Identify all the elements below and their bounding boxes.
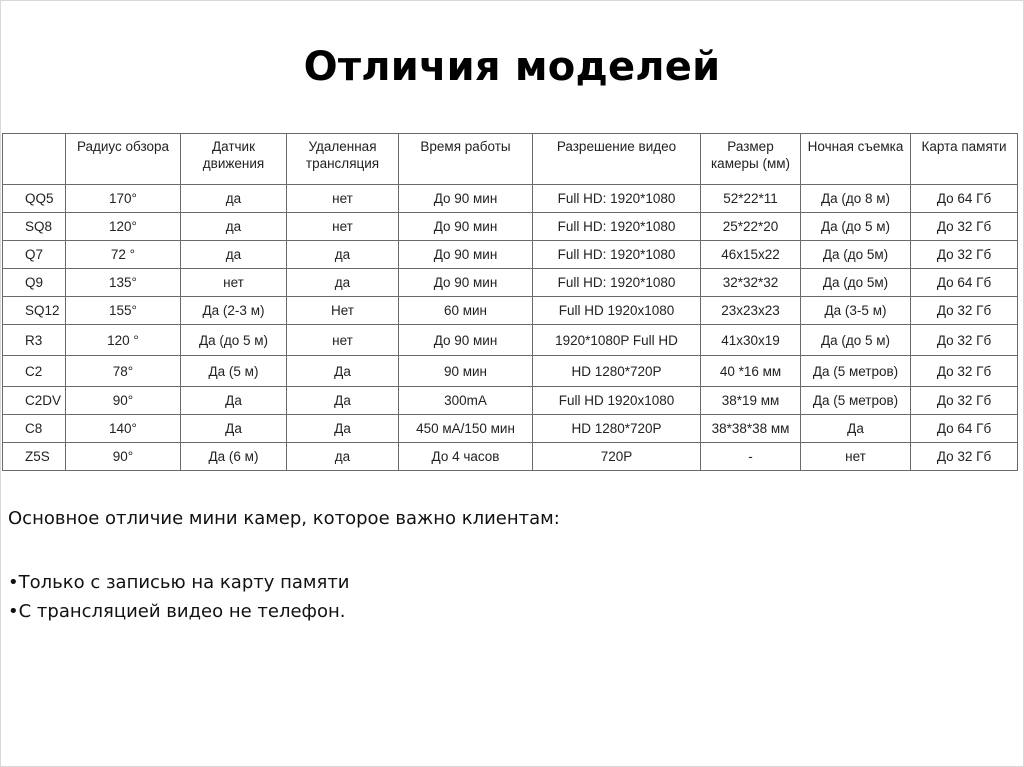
cell-run-time: 90 мин [399,356,533,387]
cell-motion-sensor: Да (до 5 м) [181,325,287,356]
table-row [3,325,1018,356]
cell-run-time: До 90 мин [399,213,533,241]
cell-model: Q9 [3,269,66,297]
table-row [3,387,1018,415]
cell-run-time: До 90 мин [399,269,533,297]
cell-camera-size: 40 *16 мм [701,356,801,387]
bullet-list [8,568,350,626]
cell-motion-sensor: Да (2-3 м) [181,297,287,325]
cell-view-radius: 72 ° [66,241,181,269]
cell-camera-size: 32*32*32 [701,269,801,297]
cell-video-resolution: 720P [533,443,701,471]
cell-view-radius: 120° [66,213,181,241]
cell-model: Q7 [3,241,66,269]
cell-motion-sensor: Да (5 м) [181,356,287,387]
cell-memory-card: До 64 Гб [911,269,1018,297]
cell-night-shooting: Да (5 метров) [801,387,911,415]
table-row [3,415,1018,443]
cell-motion-sensor: Да [181,387,287,415]
cell-video-resolution: HD 1280*720P [533,415,701,443]
cell-remote-stream: Да [287,356,399,387]
table-row [3,269,1018,297]
cell-model: Z5S [3,443,66,471]
cell-motion-sensor: да [181,185,287,213]
cell-motion-sensor: Да [181,415,287,443]
cell-remote-stream: да [287,443,399,471]
cell-camera-size: 41x30x19 [701,325,801,356]
cell-memory-card: До 32 Гб [911,325,1018,356]
cell-memory-card: До 32 Гб [911,387,1018,415]
cell-view-radius: 78° [66,356,181,387]
cell-video-resolution: Full HD: 1920*1080 [533,241,701,269]
cell-remote-stream: Да [287,415,399,443]
cell-run-time: До 90 мин [399,241,533,269]
cell-motion-sensor: да [181,213,287,241]
cell-night-shooting: нет [801,443,911,471]
models-comparison-table [2,133,1018,471]
table-row [3,356,1018,387]
cell-memory-card: До 32 Гб [911,443,1018,471]
cell-camera-size: 25*22*20 [701,213,801,241]
cell-camera-size: 38*38*38 мм [701,415,801,443]
cell-remote-stream: да [287,269,399,297]
cell-run-time: 450 мА/150 мин [399,415,533,443]
cell-video-resolution: Full HD 1920x1080 [533,297,701,325]
cell-model: SQ12 [3,297,66,325]
cell-camera-size: 52*22*11 [701,185,801,213]
cell-run-time: 60 мин [399,297,533,325]
header-camera-size: Размер камеры (мм) [701,134,801,185]
bullet-item: •Только с записью на карту памяти [8,572,350,593]
cell-run-time: 300mA [399,387,533,415]
cell-video-resolution: Full HD 1920x1080 [533,387,701,415]
cell-night-shooting: Да (до 5м) [801,269,911,297]
cell-memory-card: До 32 Гб [911,213,1018,241]
slide-caption: Основное отличие мини камер, которое важно клиентам: [8,508,560,529]
cell-video-resolution: Full HD: 1920*1080 [533,185,701,213]
cell-view-radius: 90° [66,387,181,415]
cell-model: C2 [3,356,66,387]
cell-remote-stream: нет [287,213,399,241]
cell-camera-size: - [701,443,801,471]
cell-night-shooting: Да [801,415,911,443]
table-row [3,443,1018,471]
cell-model: C2DV [3,387,66,415]
cell-run-time: До 90 мин [399,185,533,213]
table-row [3,297,1018,325]
cell-view-radius: 170° [66,185,181,213]
cell-camera-size: 38*19 мм [701,387,801,415]
table-row [3,185,1018,213]
cell-night-shooting: Да (до 8 м) [801,185,911,213]
cell-memory-card: До 32 Гб [911,297,1018,325]
cell-motion-sensor: Да (6 м) [181,443,287,471]
slide-title: Отличия моделей [303,44,721,90]
table-row [3,213,1018,241]
cell-view-radius: 140° [66,415,181,443]
cell-motion-sensor: нет [181,269,287,297]
cell-model: SQ8 [3,213,66,241]
cell-model: R3 [3,325,66,356]
cell-model: C8 [3,415,66,443]
cell-memory-card: До 32 Гб [911,241,1018,269]
cell-night-shooting: Да (до 5м) [801,241,911,269]
cell-night-shooting: Да (3-5 м) [801,297,911,325]
cell-remote-stream: нет [287,185,399,213]
cell-run-time: До 90 мин [399,325,533,356]
cell-run-time: До 4 часов [399,443,533,471]
header-view-radius: Радиус обзора [66,134,181,185]
cell-motion-sensor: да [181,241,287,269]
cell-view-radius: 90° [66,443,181,471]
cell-memory-card: До 32 Гб [911,356,1018,387]
cell-night-shooting: Да (до 5 м) [801,213,911,241]
table-header-row [3,134,1018,185]
header-remote-stream: Удаленная трансляция [287,134,399,185]
header-run-time: Время работы [399,134,533,185]
cell-camera-size: 23x23x23 [701,297,801,325]
cell-remote-stream: да [287,241,399,269]
cell-view-radius: 120 ° [66,325,181,356]
cell-video-resolution: HD 1280*720P [533,356,701,387]
table-row [3,241,1018,269]
cell-night-shooting: Да (до 5 м) [801,325,911,356]
cell-camera-size: 46x15x22 [701,241,801,269]
header-memory-card: Карта памяти [911,134,1018,185]
header-video-resolution: Разрешение видео [533,134,701,185]
cell-memory-card: До 64 Гб [911,415,1018,443]
header-motion-sensor: Датчик движения [181,134,287,185]
cell-model: QQ5 [3,185,66,213]
cell-view-radius: 155° [66,297,181,325]
cell-remote-stream: Да [287,387,399,415]
cell-remote-stream: нет [287,325,399,356]
header-night-shooting: Ночная съемка [801,134,911,185]
cell-night-shooting: Да (5 метров) [801,356,911,387]
header-model [3,134,66,185]
cell-view-radius: 135° [66,269,181,297]
cell-video-resolution: Full HD: 1920*1080 [533,269,701,297]
cell-memory-card: До 64 Гб [911,185,1018,213]
cell-remote-stream: Нет [287,297,399,325]
bullet-item: •С трансляцией видео не телефон. [8,601,346,622]
cell-video-resolution: 1920*1080P Full HD [533,325,701,356]
cell-video-resolution: Full HD: 1920*1080 [533,213,701,241]
